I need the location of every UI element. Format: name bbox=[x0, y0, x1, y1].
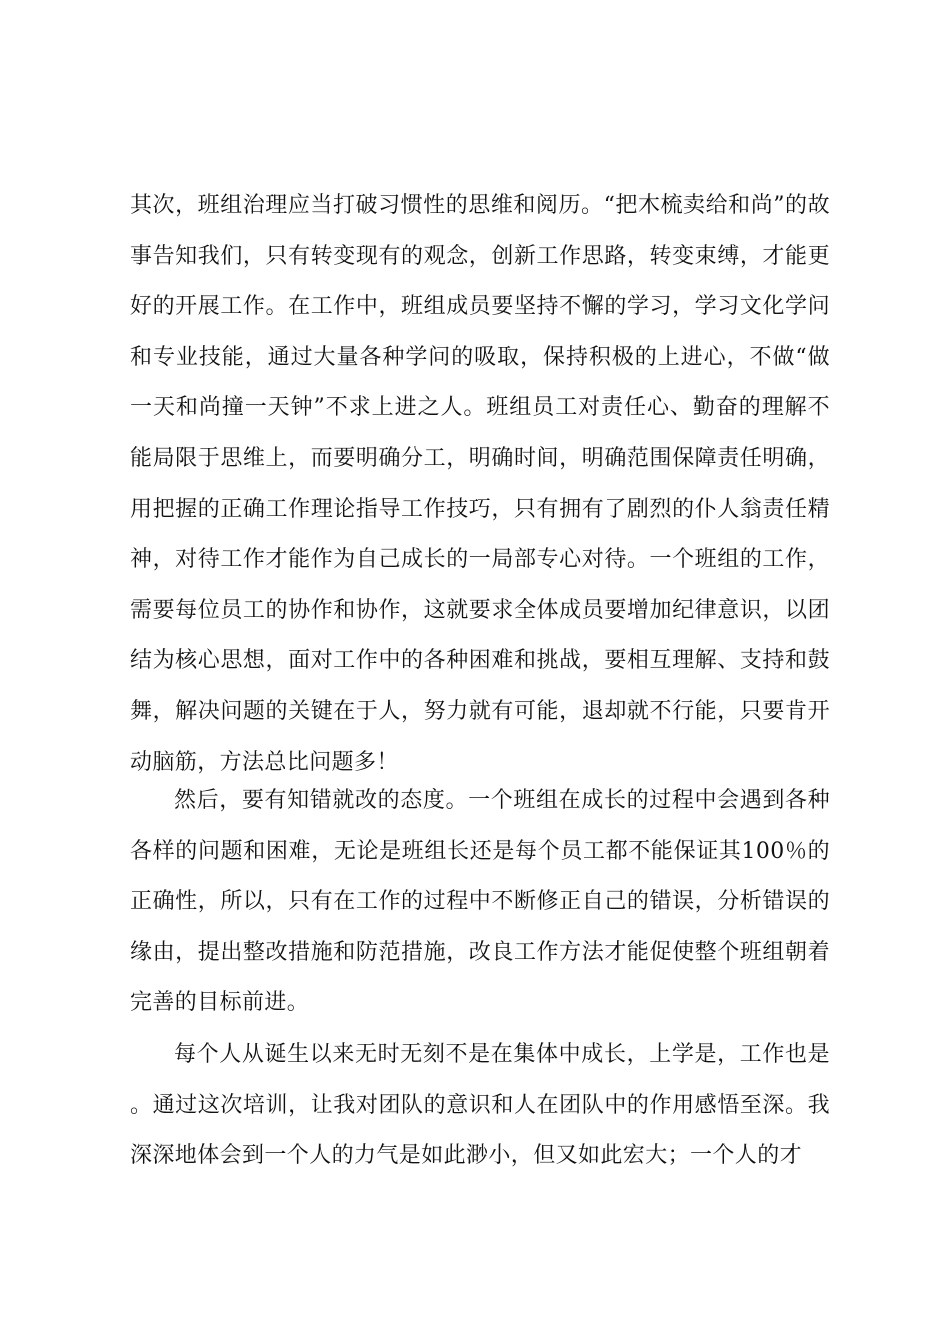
paragraph-correct-mistakes: 然后，要有知错就改的态度。一个班组在成长的过程中会遇到各种各样的问题和困难，无论是班组长还是每个员工都不能保证其100％的正确性，所以，只有在工作的过程中不断修正自己的错误，分析错误的缘由，提出整改措施和防范措施，改良工作方法才能促使整个班组朝着完善的目标前进。 bbox=[130, 788, 830, 1016]
paragraph-team-growth: 每个人从诞生以来无时无刻不是在集体中成长，上学是，工作也是。通过这次培训，让我对团队的意识和人在团队中的作用感悟至深。我深深地体会到一个人的力气是如此渺小，但又如此宏大；一个人的才 bbox=[130, 1042, 830, 1169]
paragraph-team-management: 其次，班组治理应当打破习惯性的思维和阅历。“把木梳卖给和尚”的故事告知我们，只有转变现有的观念，创新工作思路，转变束缚，才能更好的开展工作。在工作中，班组成员要坚持不懈的学习，学习文化学问和专业技能，通过大量各种学问的吸取，保持积极的上进心，不做“做一天和尚撞一天钟”不求上进之人。班组员工对责任心、勤奋的理解不能局限于思维上，而要明确分工，明确时间，明确范围保障责任明确，用把握的正确工作理论指导工作技巧，只有拥有了剧烈的仆人翁责任精神，对待工作才能作为自己成长的一局部专心对待。一个班组的工作，需要每位员工的协作和协作，这就要求全体成员要增加纪律意识，以团结为核心思想，面对工作中的各种困难和挑战，要相互理解、支持和鼓舞，解决问题的关键在于人，努力就有可能，退却就不行能，只要肯开动脑筋，方法总比问题多！ bbox=[130, 193, 830, 775]
